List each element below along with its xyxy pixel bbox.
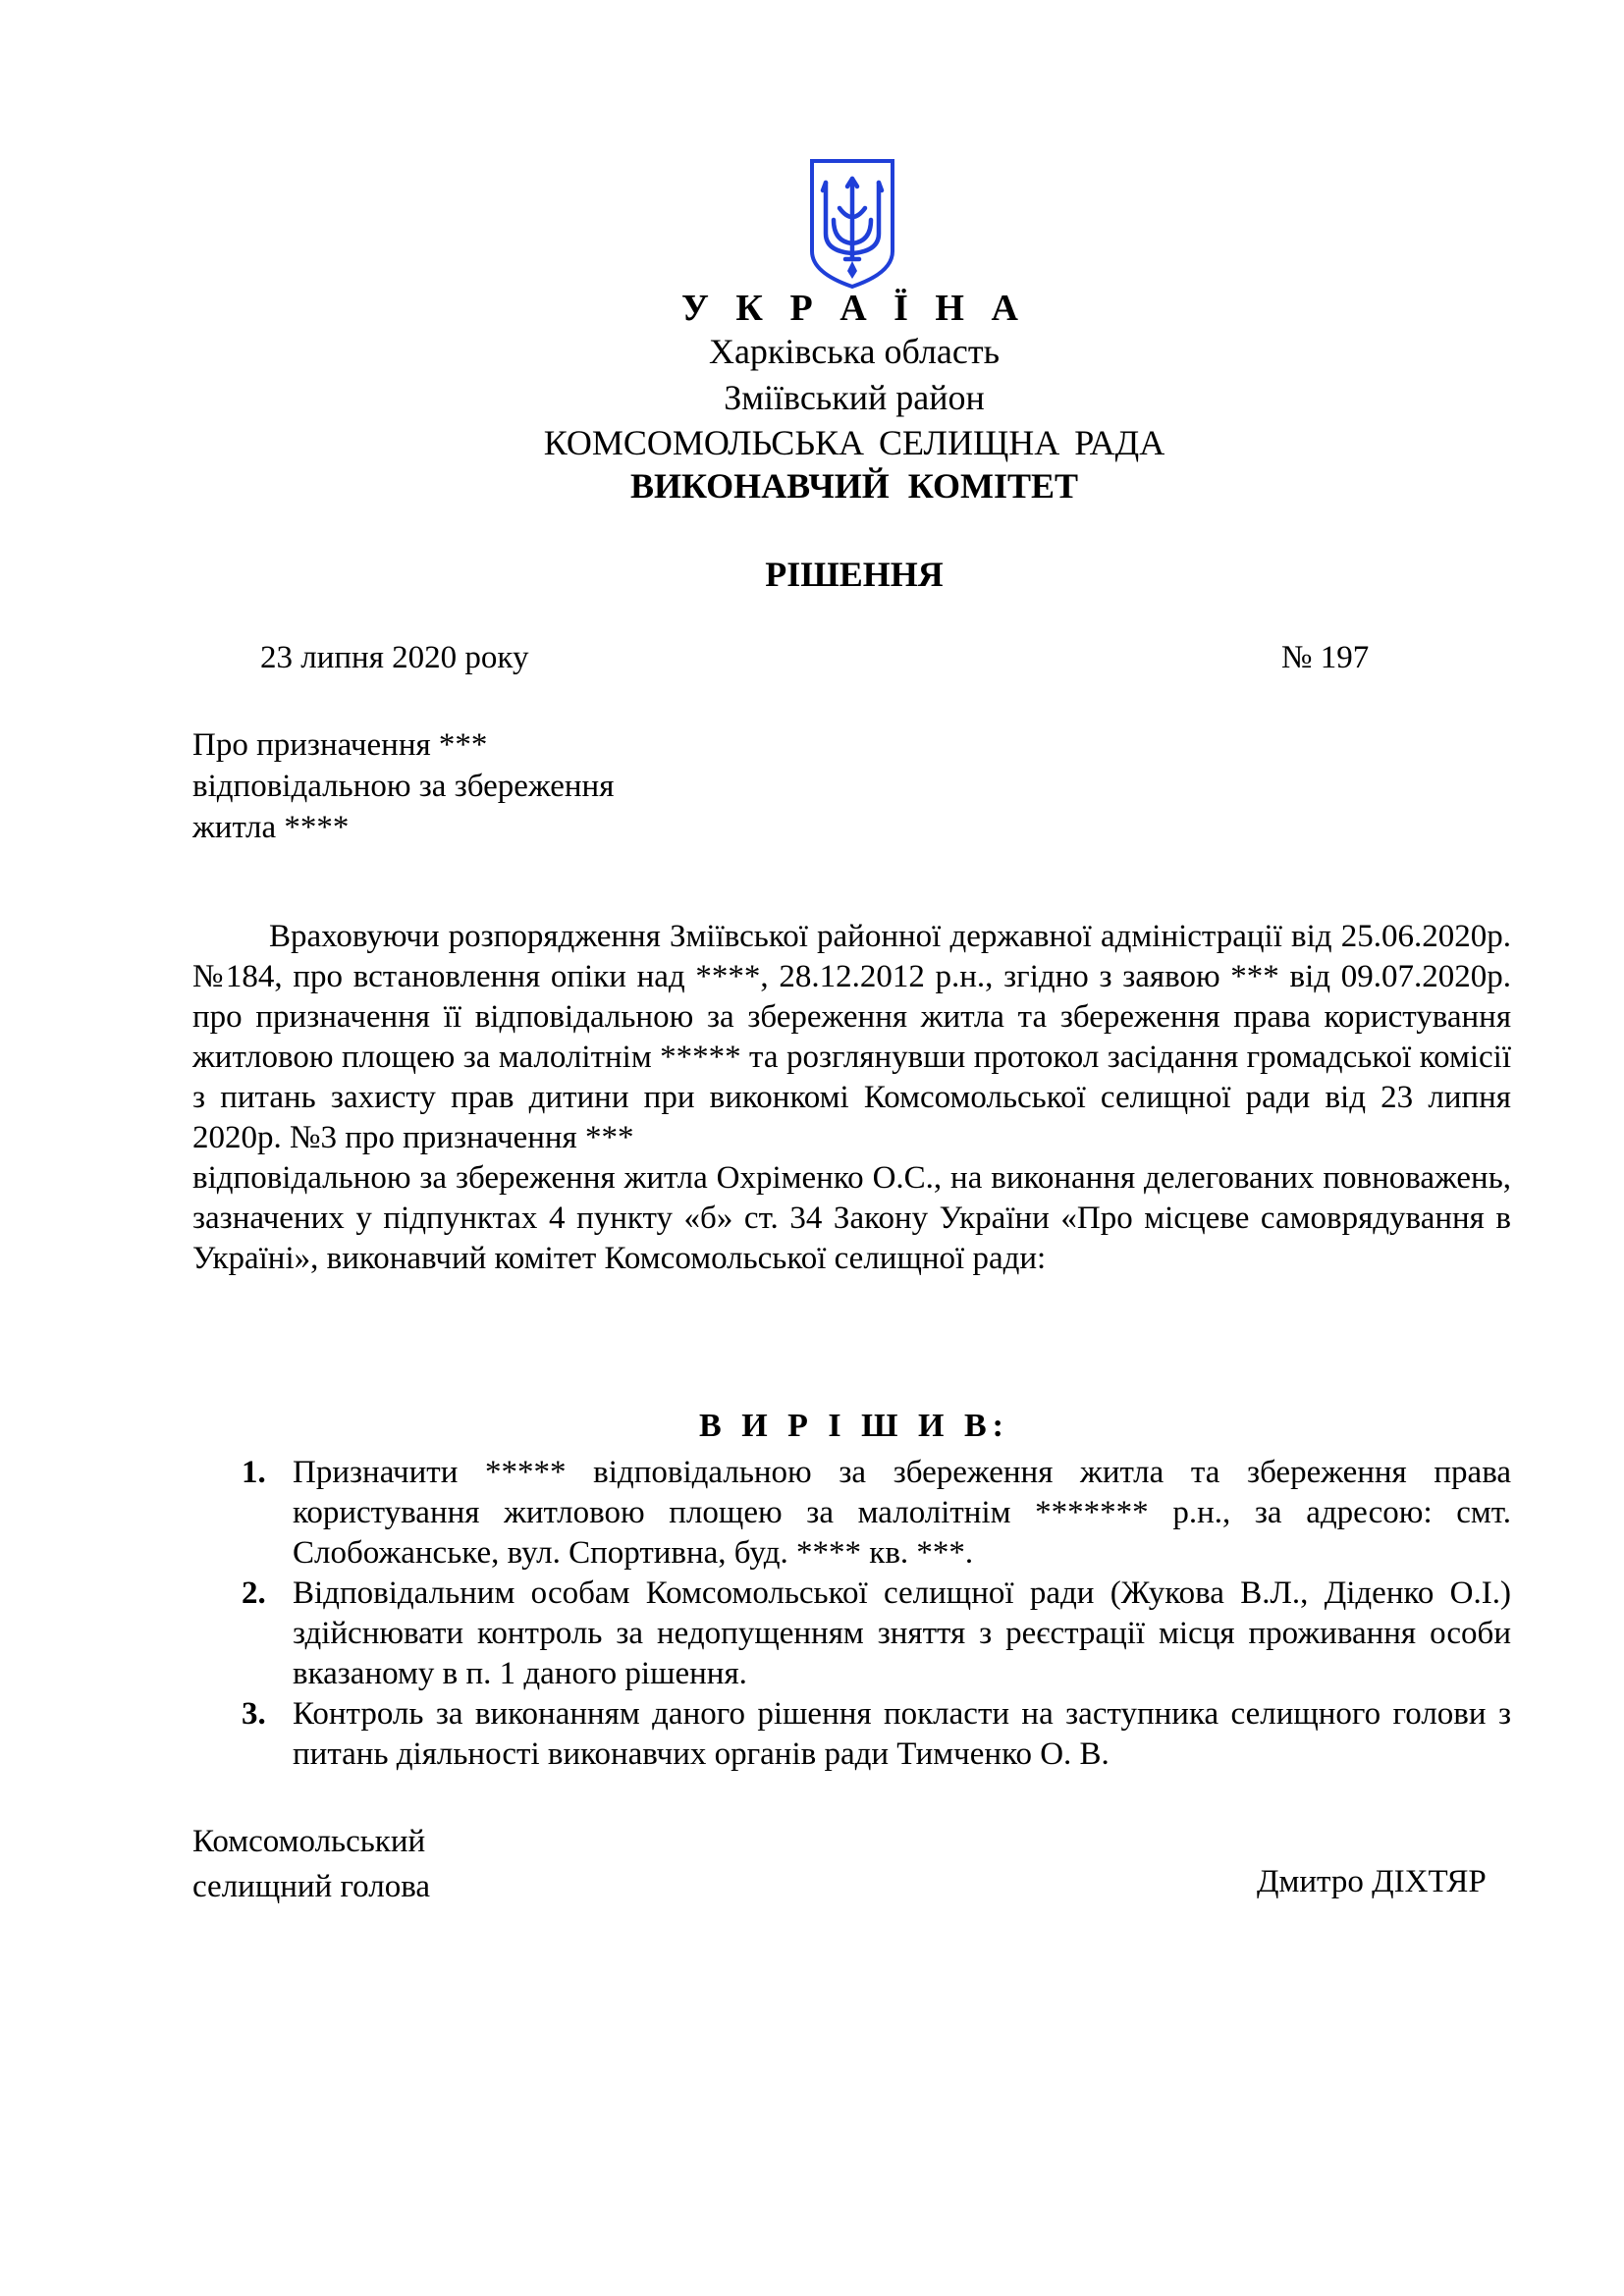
decision-date: 23 липня 2020 року (260, 640, 529, 675)
item-number: 2. (242, 1575, 266, 1611)
preamble-paragraph: відповідальною за збереження житла Охріменко О.С., на виконання делегованих повноважень, зазначених у підпунктах 4 пункту «б» ст. 34 Закону України «Про місцеве самоврядування в Україні», виконавчий комітет Комсомольської селищної ради: (192, 1160, 1511, 1276)
committee-name: ВИКОНАВЧИЙ КОМІТЕТ (629, 466, 1079, 506)
subject-line: Про призначення *** (192, 727, 488, 763)
raion-name: Зміївський район (724, 378, 985, 417)
oblast-name: Харківська область (708, 332, 1001, 371)
item-number: 3. (242, 1696, 266, 1732)
position-line: селищний голова (192, 1869, 431, 1904)
list-item (192, 1453, 1511, 1574)
item-text: Відповідальним особам Комсомольської селищної ради (Жукова В.Л., Діденко О.І.) здійснювати контроль за недопущенням зняття з реєстрації місця проживання особи вказаному в п. 1 даного рішення. (293, 1575, 1511, 1691)
subject-line: житла **** (192, 810, 350, 845)
document-type: РІШЕННЯ (765, 555, 944, 594)
preamble (192, 917, 1511, 1279)
resolved-heading: В И Р І Ш И В: (699, 1408, 1009, 1444)
council-name: КОМСОМОЛЬСЬКА СЕЛИЩНА РАДА (543, 423, 1165, 462)
position-line: Комсомольський (192, 1824, 426, 1859)
item-text: Контроль за виконанням даного рішення покласти на заступника селищного голови з питань діяльності виконавчих органів ради Тимченко О. В. (293, 1696, 1511, 1772)
trident-coat-of-arms-icon (808, 157, 896, 291)
preamble-paragraph: Враховуючи розпорядження Зміївської районної державної адміністрації від 25.06.2020р. №184, про встановлення опіки над ****, 28.12.2012 р.н., згідно з заявою *** від 09.07.2020р. про призначення її відповідальною за збереження житла та збереження права користування житловою площею за малолітнім ***** та розглянувши протокол засідання громадської комісії з питань захисту прав дитини при виконкомі Комсомольської селищної ради від 23 липня 2020р. №3 про призначення *** (192, 919, 1511, 1155)
decision-number: № 197 (1281, 640, 1370, 675)
decision-list (192, 1453, 1511, 1775)
list-item (192, 1574, 1511, 1694)
list-item (192, 1694, 1511, 1775)
country-name: У К Р А Ї Н А (681, 288, 1027, 329)
signatory-position (192, 1819, 430, 1909)
item-text: Призначити ***** відповідальною за збереження житла та збереження права користування житловою площею за малолітнім ******* р.н., за адресою: смт. Слобожанське, вул. Спортивна, буд. **** кв. ***. (293, 1455, 1511, 1571)
decision-subject (192, 724, 880, 848)
subject-line: відповідальною за збереження (192, 769, 615, 804)
item-number: 1. (242, 1455, 266, 1490)
signatory-name: Дмитро ДІХТЯР (1257, 1864, 1487, 1899)
